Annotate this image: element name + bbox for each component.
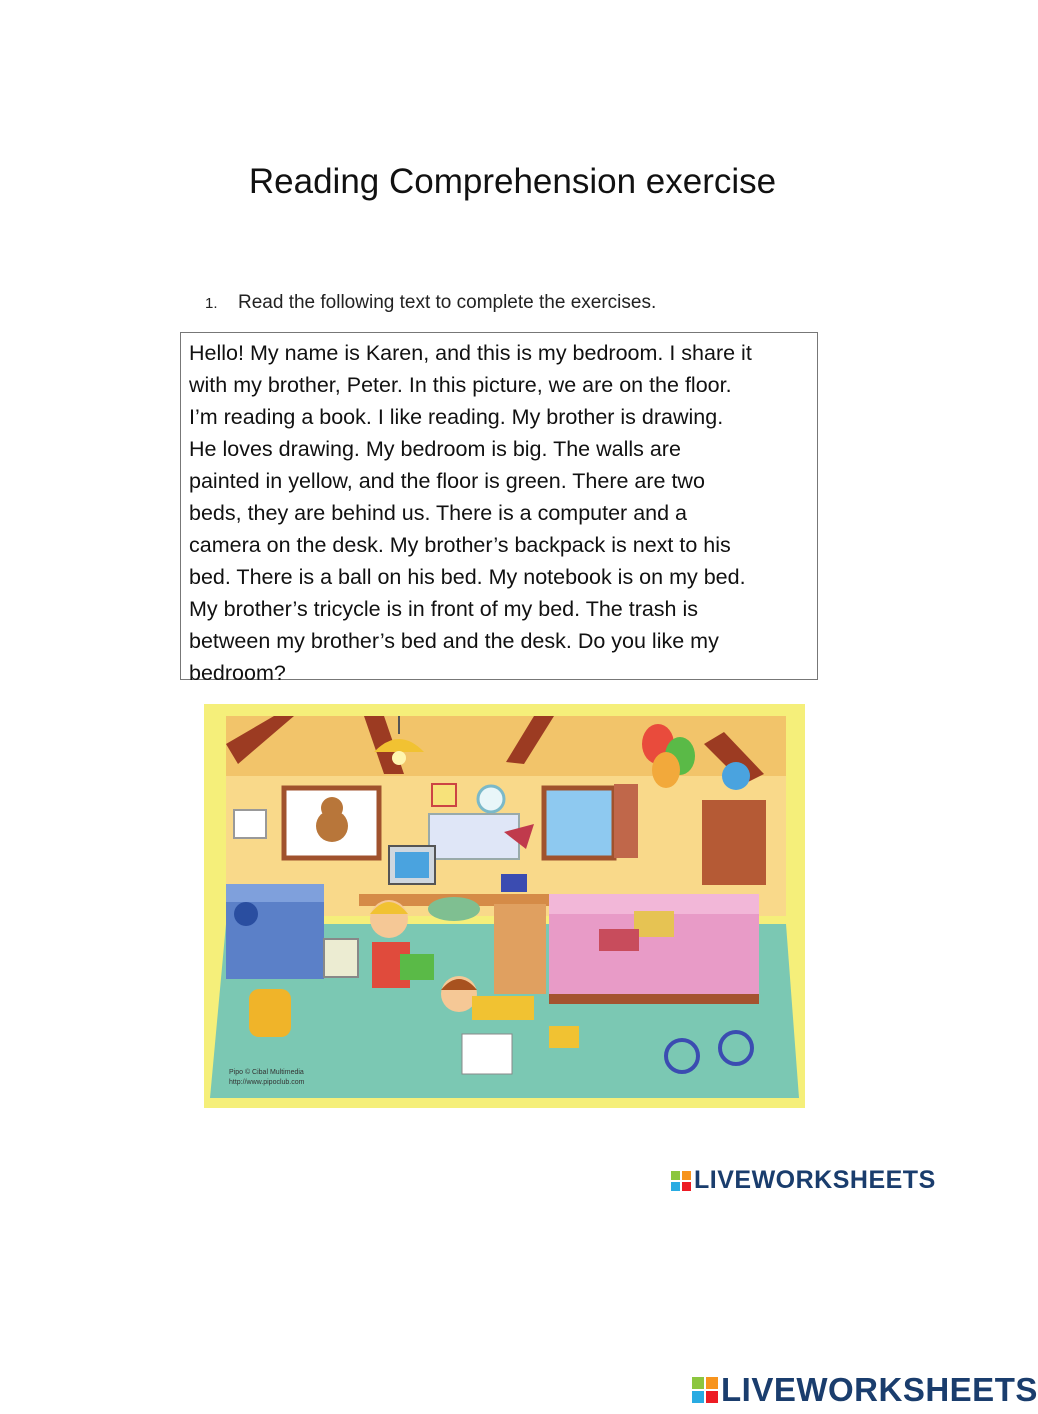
- reading-passage: Hello! My name is Karen, and this is my bedroom. I share it with my brother, Peter. In this picture, we are on the floor. I’m reading a book. I like reading. My brother is drawing. He loves drawing. My bedroom is big. The walls are painted in yellow, and the floor is green. There are two beds, they are behind us. There is a computer and a camera on the desk. My brother’s backpack is next to his bed. There is a ball on his bed. My notebook is on my bed. My brother’s tricycle is in front of my bed. The trash is between my brother’s bed and the desk. Do you like my bedroom?: [189, 341, 752, 685]
- liveworksheets-footer-logo: [692, 1371, 1038, 1409]
- liveworksheets-logo: [671, 1166, 936, 1195]
- instruction-number: 1.: [205, 295, 218, 312]
- bedroom-illustration: [204, 704, 805, 1108]
- reading-passage-box: [180, 332, 818, 685]
- liveworksheets-logo-icon: [692, 1377, 718, 1403]
- liveworksheets-logo-icon: [671, 1171, 691, 1191]
- illustration-credit-1: Pipo © Cibal Multimedia: [229, 1069, 304, 1076]
- liveworksheets-logo-text: LIVEWORKSHEETS: [694, 1166, 936, 1194]
- instruction-text: Read the following text to complete the exercises.: [238, 292, 657, 313]
- page-title: Reading Comprehension exercise: [248, 162, 777, 201]
- liveworksheets-logo-text: LIVEWORKSHEETS: [721, 1371, 1038, 1408]
- instruction: [205, 292, 656, 314]
- illustration-credit-2: http://www.pipoclub.com: [229, 1079, 305, 1086]
